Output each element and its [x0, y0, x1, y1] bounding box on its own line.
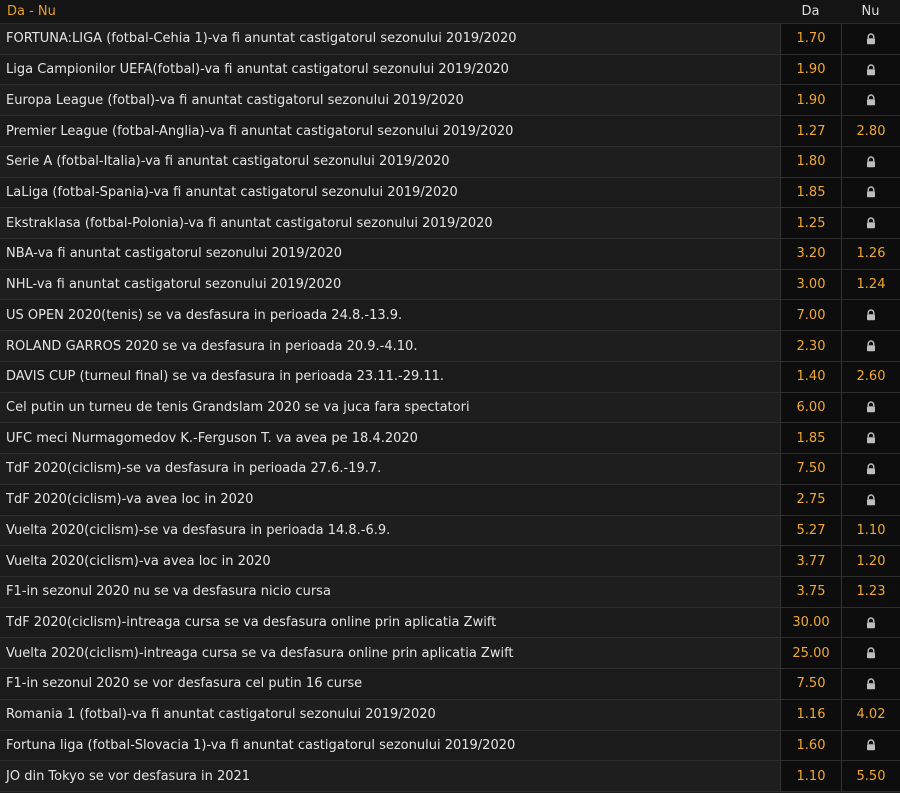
market-label: LaLiga (fotbal-Spania)-va fi anuntat castigatorul sezonului 2019/2020 — [6, 184, 458, 200]
lock-icon — [865, 494, 877, 506]
table-row — [0, 55, 900, 86]
odd-nu-locked — [841, 208, 900, 238]
table-row — [0, 761, 900, 792]
table-row — [0, 638, 900, 669]
market-label: Cel putin un turneu de tenis Grandslam 2020 se va juca fara spectatori — [6, 399, 470, 415]
market-label: NBA-va fi anuntat castigatorul sezonului 2019/2020 — [6, 246, 343, 262]
odd-da-button[interactable]: 7.50 — [780, 454, 841, 484]
odd-nu-locked — [841, 669, 900, 699]
odd-nu-button[interactable]: 2.60 — [841, 362, 900, 392]
odd-nu-locked — [841, 55, 900, 85]
odd-da-button[interactable]: 7.00 — [780, 300, 841, 330]
odd-nu-locked — [841, 454, 900, 484]
odd-da-button[interactable]: 30.00 — [780, 608, 841, 638]
odd-da-button[interactable]: 1.60 — [780, 731, 841, 761]
odd-nu-locked — [841, 147, 900, 177]
odd-nu-locked — [841, 393, 900, 423]
odd-da-button[interactable]: 25.00 — [780, 638, 841, 668]
odd-da-button[interactable]: 5.27 — [780, 516, 841, 546]
lock-icon — [865, 309, 877, 321]
odd-da-button[interactable]: 1.25 — [780, 208, 841, 238]
odd-nu-locked — [841, 178, 900, 208]
table-row — [0, 516, 900, 547]
da-column-header: Da — [801, 4, 820, 19]
odd-da-button[interactable]: 2.30 — [780, 331, 841, 361]
odd-da-button[interactable]: 1.80 — [780, 147, 841, 177]
odd-da-button[interactable]: 2.75 — [780, 485, 841, 515]
odd-da-button[interactable]: 6.00 — [780, 393, 841, 423]
odd-da-button[interactable]: 3.00 — [780, 270, 841, 300]
odd-nu-locked — [841, 331, 900, 361]
table-body — [0, 24, 900, 793]
odd-nu-button[interactable]: 1.20 — [841, 546, 900, 576]
odd-nu-locked — [841, 608, 900, 638]
odd-nu-button[interactable]: 2.80 — [841, 116, 900, 146]
table-row — [0, 147, 900, 178]
lock-icon — [865, 33, 877, 45]
table-row — [0, 393, 900, 424]
table-row — [0, 608, 900, 639]
market-column-header: Da - Nu — [7, 4, 56, 19]
market-label: F1-in sezonul 2020 nu se va desfasura nicio cursa — [6, 584, 331, 600]
table-row — [0, 116, 900, 147]
market-label: Liga Campionilor UEFA(fotbal)-va fi anuntat castigatorul sezonului 2019/2020 — [6, 62, 509, 78]
market-label: DAVIS CUP (turneul final) se va desfasura in perioada 23.11.-29.11. — [6, 369, 445, 385]
table-row — [0, 270, 900, 301]
lock-icon — [865, 94, 877, 106]
table-row — [0, 208, 900, 239]
lock-icon — [865, 217, 877, 229]
market-label: Premier League (fotbal-Anglia)-va fi anuntat castigatorul sezonului 2019/2020 — [6, 123, 514, 139]
odd-nu-button[interactable]: 5.50 — [841, 761, 900, 791]
nu-column-header: Nu — [861, 4, 880, 19]
odd-da-button[interactable]: 1.10 — [780, 761, 841, 791]
table-row — [0, 485, 900, 516]
lock-icon — [865, 64, 877, 76]
lock-icon — [865, 617, 877, 629]
odd-da-button[interactable]: 1.85 — [780, 178, 841, 208]
odd-nu-locked — [841, 423, 900, 453]
market-label: ROLAND GARROS 2020 se va desfasura in perioada 20.9.-4.10. — [6, 338, 418, 354]
table-row — [0, 24, 900, 55]
odd-da-button[interactable]: 1.70 — [780, 24, 841, 54]
odd-nu-locked — [841, 638, 900, 668]
market-label: TdF 2020(ciclism)-va avea loc in 2020 — [6, 492, 254, 508]
table-row — [0, 700, 900, 731]
odd-nu-locked — [841, 24, 900, 54]
table-row — [0, 362, 900, 393]
table-row — [0, 300, 900, 331]
odd-da-button[interactable]: 1.90 — [780, 85, 841, 115]
lock-icon — [865, 156, 877, 168]
odd-da-button[interactable]: 1.16 — [780, 700, 841, 730]
odd-da-button[interactable]: 1.27 — [780, 116, 841, 146]
odd-nu-locked — [841, 731, 900, 761]
lock-icon — [865, 463, 877, 475]
odd-nu-locked — [841, 300, 900, 330]
odd-nu-button[interactable]: 1.23 — [841, 577, 900, 607]
market-label: Vuelta 2020(ciclism)-va avea loc in 2020 — [6, 553, 271, 569]
market-label: F1-in sezonul 2020 se vor desfasura cel putin 16 curse — [6, 676, 363, 692]
market-label: Romania 1 (fotbal)-va fi anuntat castigatorul sezonului 2019/2020 — [6, 707, 436, 723]
table-row — [0, 178, 900, 209]
table-row — [0, 331, 900, 362]
market-label: Serie A (fotbal-Italia)-va fi anuntat castigatorul sezonului 2019/2020 — [6, 154, 450, 170]
odd-nu-button[interactable]: 4.02 — [841, 700, 900, 730]
odd-da-button[interactable]: 1.90 — [780, 55, 841, 85]
lock-icon — [865, 647, 877, 659]
market-label: FORTUNA:LIGA (fotbal-Cehia 1)-va fi anuntat castigatorul sezonului 2019/2020 — [6, 31, 517, 47]
market-label: TdF 2020(ciclism)-intreaga cursa se va desfasura online prin aplicatia Zwift — [6, 615, 497, 631]
odd-da-button[interactable]: 7.50 — [780, 669, 841, 699]
table-row — [0, 85, 900, 116]
table-row — [0, 731, 900, 762]
odd-da-button[interactable]: 3.75 — [780, 577, 841, 607]
odd-da-button[interactable]: 1.40 — [780, 362, 841, 392]
market-label: JO din Tokyo se vor desfasura in 2021 — [6, 768, 251, 784]
odd-nu-button[interactable]: 1.24 — [841, 270, 900, 300]
table-row — [0, 669, 900, 700]
market-label: Europa League (fotbal)-va fi anuntat castigatorul sezonului 2019/2020 — [6, 92, 464, 108]
market-label: Fortuna liga (fotbal-Slovacia 1)-va fi anuntat castigatorul sezonului 2019/2020 — [6, 737, 516, 753]
market-label: Ekstraklasa (fotbal-Polonia)-va fi anuntat castigatorul sezonului 2019/2020 — [6, 215, 493, 231]
table-row — [0, 423, 900, 454]
lock-icon — [865, 432, 877, 444]
table-row — [0, 239, 900, 270]
market-label: NHL-va fi anuntat castigatorul sezonului 2019/2020 — [6, 277, 342, 293]
table-row — [0, 546, 900, 577]
odd-da-button[interactable]: 1.85 — [780, 423, 841, 453]
market-label: Vuelta 2020(ciclism)-intreaga cursa se va desfasura online prin aplicatia Zwift — [6, 645, 514, 661]
odd-nu-button[interactable]: 1.10 — [841, 516, 900, 546]
odd-nu-locked — [841, 485, 900, 515]
table-header — [0, 0, 900, 24]
odd-da-button[interactable]: 3.77 — [780, 546, 841, 576]
table-row — [0, 454, 900, 485]
lock-icon — [865, 186, 877, 198]
market-label: UFC meci Nurmagomedov K.-Ferguson T. va avea pe 18.4.2020 — [6, 430, 418, 446]
odd-nu-locked — [841, 85, 900, 115]
market-label: Vuelta 2020(ciclism)-se va desfasura in perioada 14.8.-6.9. — [6, 522, 391, 538]
table-row — [0, 577, 900, 608]
lock-icon — [865, 340, 877, 352]
market-label: US OPEN 2020(tenis) se va desfasura in perioada 24.8.-13.9. — [6, 307, 403, 323]
lock-icon — [865, 739, 877, 751]
lock-icon — [865, 678, 877, 690]
odd-da-button[interactable]: 3.20 — [780, 239, 841, 269]
lock-icon — [865, 401, 877, 413]
odd-nu-button[interactable]: 1.26 — [841, 239, 900, 269]
market-label: TdF 2020(ciclism)-se va desfasura in perioada 27.6.-19.7. — [6, 461, 382, 477]
